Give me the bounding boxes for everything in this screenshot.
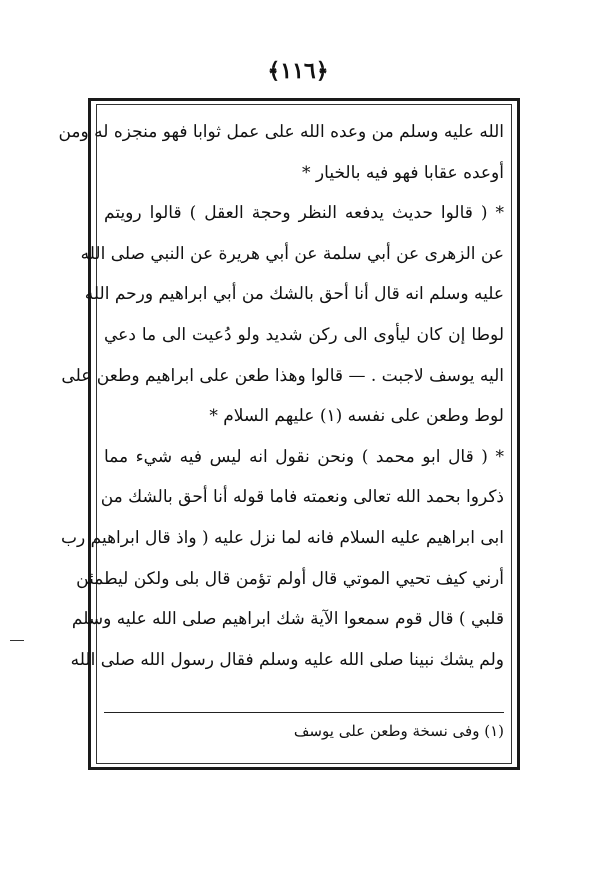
text-line: لوطا إن كان ليأوى الى ركن شديد ولو دُعيت الى ما دعي (104, 324, 504, 345)
text-line: أرني كيف تحيي الموتي قال أولم تؤمن قال بلى ولكن ليطمئن (76, 568, 504, 589)
text-line: عن الزهرى عن أبي سلمة عن أبي هريرة عن النبي صلى الله (80, 243, 504, 264)
page-number: ﴿١١٦﴾ (267, 58, 329, 84)
text-line: ذكروا بحمد الله تعالى ونعمته فاما قوله أنا أحق بالشك من (100, 487, 504, 508)
footnote: (١) وفى نسخة وطعن على يوسف (293, 722, 504, 740)
text-line: * ( قال ابو محمد ) ونحن نقول انه ليس فيه شيء مما (104, 446, 504, 467)
text-line: * ( قالوا حديث يدفعه النظر وحجة العقل ) قالوا رويتم (104, 203, 504, 224)
text-line: أوعده عقابا فهو فيه بالخيار * (302, 162, 504, 183)
text-line: عليه وسلم انه قال أنا أحق بالشك من أبي ابراهيم ورحم الله (84, 284, 504, 305)
footnote-rule (104, 712, 504, 713)
margin-mark (10, 640, 24, 641)
text-line: ابى ابراهيم عليه السلام فانه لما نزل عليه ( واذ قال ابراهيم رب (61, 527, 504, 548)
text-line: قلبي ) قال قوم سمعوا الآية شك ابراهيم صلى الله عليه وسلم (71, 609, 504, 630)
text-line: لوط وطعن على نفسه (١) عليهم السلام * (209, 406, 504, 427)
text-line: اليه يوسف لاجبت . — قالوا وهذا طعن على ابراهيم وطعن على (61, 365, 504, 386)
text-line: ولم يشك نبينا صلى الله عليه وسلم فقال رسول الله صلى الله (70, 649, 504, 670)
body-text (58, 112, 504, 680)
text-line: الله عليه وسلم من وعده الله على عمل ثوابا فهو منجزه له ومن (58, 122, 504, 142)
